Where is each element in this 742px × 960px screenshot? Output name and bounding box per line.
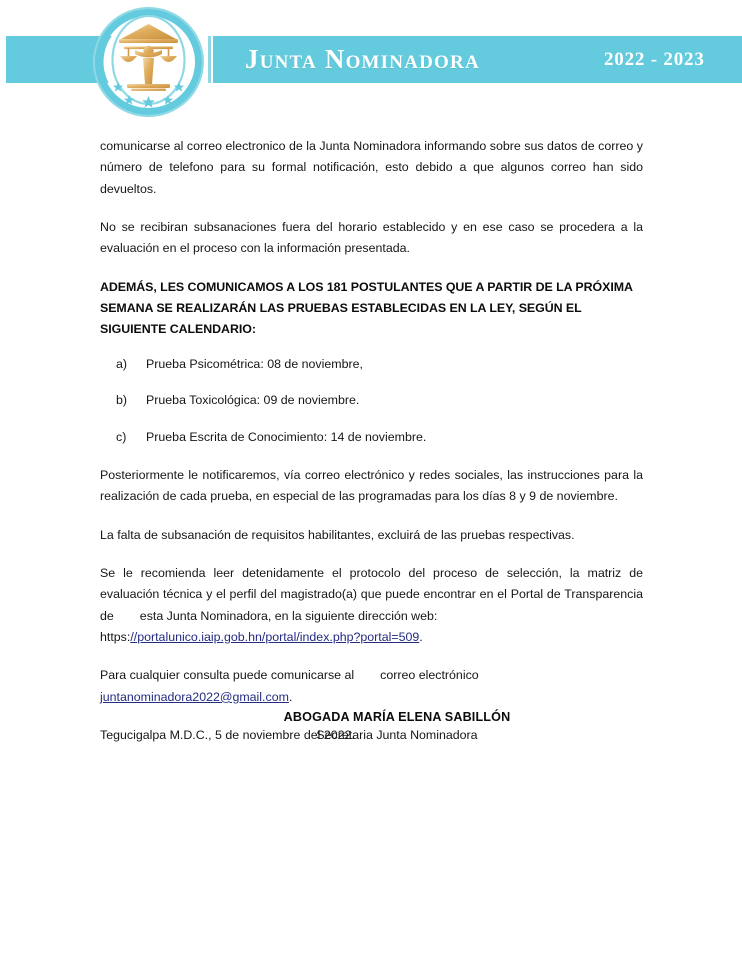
announcement-heading: ADEMÁS, LES COMUNICAMOS A LOS 181 POSTULANTES QUE A PARTIR DE LA PRÓXIMA SEMANA SE REALIZARÁN LAS PRUEBAS ESTABLECIDAS EN LA LEY, SEGÚN EL SIGUIENTE CALENDARIO: — [100, 279, 633, 337]
list-item — [116, 355, 643, 375]
consulta-text-part-1: Para cualquier consulta puede comunicarse al — [100, 668, 355, 683]
list-item — [116, 428, 643, 448]
document-header — [0, 0, 742, 122]
signatory-role: Secretaria Junta Nominadora — [316, 728, 478, 742]
consulta-text-part-2: correo electrónico — [380, 668, 479, 683]
scales-of-justice-emblem-icon — [92, 6, 205, 118]
header-bar-main-divider — [208, 36, 211, 83]
email-period: . — [288, 689, 293, 704]
paragraph-subsanaciones-schedule: No se recibiran subsanaciones fuera del horario establecido y en ese caso se procedera a la evaluación en el proceso con la información presentada. — [100, 219, 643, 256]
paragraph-protocolo-url — [100, 563, 643, 648]
place-and-date: Tegucigalpa M.D.C., 5 de noviembre del 2022. — [100, 728, 355, 743]
paragraph-notification-contact: comunicarse al correo electronico de la Junta Nominadora informando sobre sus datos de correo y número de telefono para su formal notificación, esto debido a que algunos correo han sido devueltos. — [100, 139, 643, 196]
header-title: Junta Nominadora — [245, 44, 480, 74]
protocolo-text-part-1: Se le recomienda leer detenidamente el protocolo del proceso de selección, la matriz de evaluación técnica y el perfil del magistrado(a) que puede encontrar en el Portal de Transparencia de — [100, 566, 643, 623]
list-text-toxicologica: Prueba Toxicológica: 09 de noviembre. — [146, 393, 360, 408]
paragraph-consulta-email — [100, 665, 643, 708]
document-body — [100, 136, 643, 762]
url-period: . — [419, 630, 423, 645]
list-marker-b: b) — [116, 393, 128, 408]
list-text-escrita: Prueba Escrita de Conocimiento: 14 de noviembre. — [146, 430, 427, 445]
header-years: 2022 - 2023 — [604, 49, 705, 70]
list-marker-c: c) — [116, 430, 127, 445]
test-schedule-list — [100, 355, 643, 449]
contact-email-link[interactable]: juntanominadora2022@gmail.com — [100, 689, 289, 704]
paragraph-posteriormente: Posteriormente le notificaremos, vía correo electrónico y redes sociales, las instrucciones para la realización de cada prueba, en especial de las programadas para los días 8 y 9 de noviembre. — [100, 468, 643, 504]
url-scheme-prefix: https: — [100, 630, 131, 645]
signature-block — [0, 710, 742, 742]
signatory-name: ABOGADA MARÍA ELENA SABILLÓN — [283, 710, 511, 724]
list-item — [116, 391, 643, 411]
list-marker-a: a) — [116, 356, 128, 371]
paragraph-falta-subsanacion: La falta de subsanación de requisitos habilitantes, excluirá de las pruebas respectivas. — [100, 527, 575, 542]
portal-transparencia-link[interactable]: //portalunico.iaip.gob.hn/portal/index.php?portal=509 — [130, 630, 420, 645]
protocolo-text-part-2: esta Junta Nominadora, en la siguiente dirección web: — [139, 608, 438, 623]
list-text-psicometrica: Prueba Psicométrica: 08 de noviembre, — [146, 356, 363, 371]
